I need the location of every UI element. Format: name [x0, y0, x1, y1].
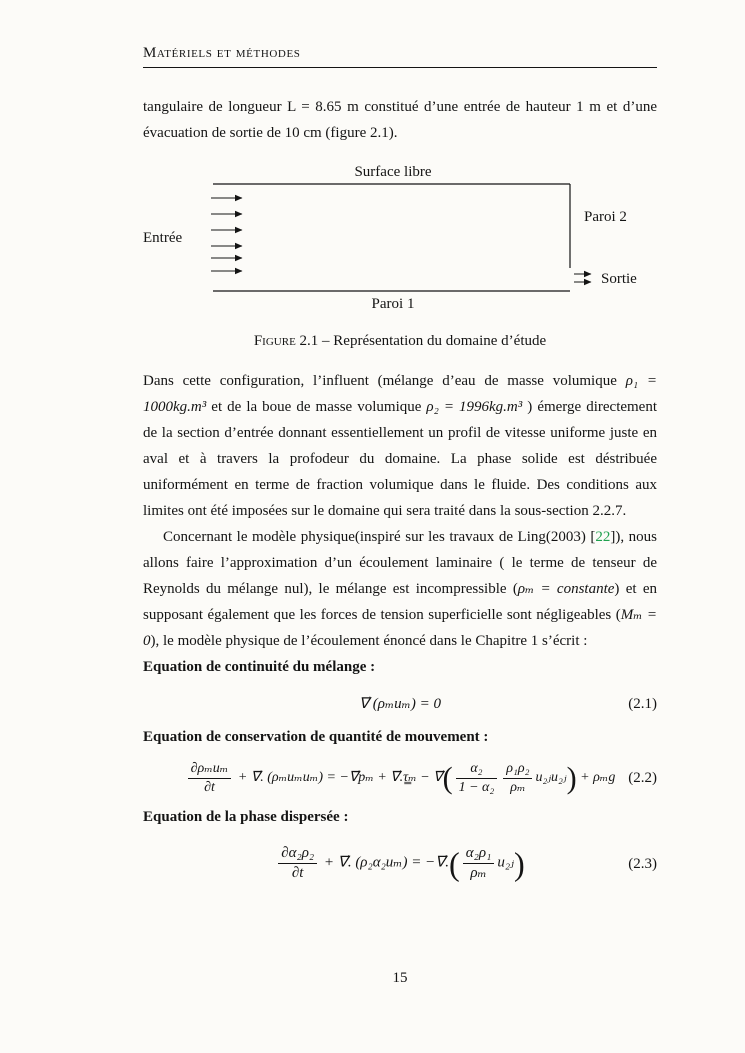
heading-momentum-equation: Equation de conservation de quantité de mouvement : [143, 729, 489, 746]
text-segment: tangulaire de longueur L = 8.65 m constitué d’une entrée de hauteur 1 m et d’une évacuation de sortie de 10 cm (figure 2.1). [143, 99, 657, 141]
equation-body: ∇⃗ (ρₘuₘ) = 0 [359, 696, 441, 712]
text-segment: ) et en supposant également que les forces de tension superficielle sont négligeables ( [143, 581, 657, 623]
inline-math-rho2: ρ₂ = 1996kg.m³ [426, 399, 523, 415]
inline-math-rho-m: ρₘ = constante [517, 581, 615, 597]
inline-math-rho1: ρ₁ = 1000kg.m³ [143, 373, 658, 415]
text-segment: ), le modèle physique de l’écoulement énoncé dans le Chapitre 1 s’écrit : [150, 633, 588, 649]
outflow-arrows [574, 274, 591, 282]
equation-middle-terms: + ∇⃗. (ρₘuₘuₘ) = −∇⃗pₘ + ∇⃗.τ̳ₘ − ∇⃗ [237, 770, 443, 786]
equation-number: (2.2) [628, 770, 657, 787]
paragraph-model [143, 524, 657, 654]
fraction-rho: $\frac{\text{ρ₁ρ₂}}{\text{ρₘ}}$ [503, 760, 532, 796]
label-surface-libre: Surface libre [354, 164, 432, 180]
citation-link-22[interactable]: 22 [595, 529, 611, 545]
inflow-arrows [211, 198, 242, 271]
figure-domain-diagram [143, 164, 657, 354]
section-header-title: Matériels et méthodes [143, 45, 301, 61]
heading-dispersed-phase-equation: Equation de la phase dispersée : [143, 809, 349, 826]
drift-velocity-term: u₂ⱼu₂ⱼ [535, 770, 567, 786]
fraction-alpha: $\frac{\text{α₂}}{\text{1 − α₂}}$ [456, 760, 498, 796]
label-paroi-2: Paroi 2 [584, 209, 627, 225]
domain-diagram-svg [143, 164, 657, 316]
figure-caption-label: Figure 2.1 – [253, 333, 330, 349]
label-entree: Entrée [143, 230, 183, 246]
text-block [143, 44, 657, 883]
page-number: 15 [392, 970, 408, 986]
header-rule [143, 67, 657, 68]
figure-caption-text: Représentation du domaine d’étude [333, 333, 547, 349]
inline-math-M-m: Mₘ = 0 [143, 607, 657, 649]
text-segment: ) émerge directement de la section d’entrée donnant essentiellement un profil de vitesse uniforme juste en aval et à travers la profodeur du domaine. La phase solide est déstribuée uniformément en terme de fraction volumique dans le fluide. Des conditions aux limites ont été imposées sur le domaine qui sera traité dans la sous-section 2.2.7. [143, 399, 658, 519]
paragraph-intro [143, 94, 657, 146]
heading-continuity-equation: Equation de continuité du mélange : [143, 659, 376, 675]
gravity-term: + ρₘg [580, 770, 616, 786]
paragraph-configuration [143, 368, 657, 524]
fraction-time-derivative: $\frac{\text{∂ρₘuₘ}}{\partial t}$ [188, 760, 232, 796]
text-segment: ]), nous allons faire l’approximation d’un écoulement laminaire ( le terme de tenseur de Reynolds du mélange nul), le mélange est incompressible ( [143, 529, 658, 597]
text-segment: Concernant le modèle physique(inspiré sur les travaux de Ling(2003) [ [163, 529, 596, 545]
equation-2-1 [143, 694, 657, 714]
figure-caption [143, 328, 657, 354]
text-segment: et de la boue de masse volumique [211, 399, 422, 415]
equation-number: (2.3) [628, 855, 657, 872]
drift-velocity-term: u₂ⱼ [497, 854, 514, 871]
domain-boundaries [213, 184, 570, 291]
equation-2-2: $\frac{\text{∂ρₘuₘ}}{\partial t}$ + ∇⃗. (ρₘuₘuₘ) = −∇⃗pₘ + ∇⃗.τ̳ₘ − ∇⃗( $\frac{\text{α₂}}{\text{1 − α₂}}$ $\frac{\text{ρ₁ρ₂}}{\text{ρₘ}}$ u₂ⱼu₂ⱼ) + ρₘg (2.2) [143, 760, 657, 796]
text-segment: Dans cette configuration, l’influent (mélange d’eau de masse volumique [143, 373, 617, 389]
equation-middle-terms: + ∇⃗. (ρ₂α₂uₘ) = −∇⃗. [323, 854, 450, 871]
label-sortie: Sortie [601, 271, 637, 287]
running-header [143, 44, 657, 68]
fraction-time-derivative: $\frac{\text{∂α₂ρ₂}}{\partial t}$ [278, 844, 317, 883]
label-paroi-1: Paroi 1 [371, 296, 415, 312]
fraction-alpha-rho: $\frac{\text{α₂ρ₁}}{\text{ρₘ}}$ [463, 844, 495, 883]
equation-number: (2.1) [628, 696, 657, 712]
equation-2-3: $\frac{\text{∂α₂ρ₂}}{\partial t}$ + ∇⃗. (ρ₂α₂uₘ) = −∇⃗.( $\frac{\text{α₂ρ₁}}{\text{ρₘ}}$ u₂ⱼ) (2.3) [143, 844, 657, 883]
